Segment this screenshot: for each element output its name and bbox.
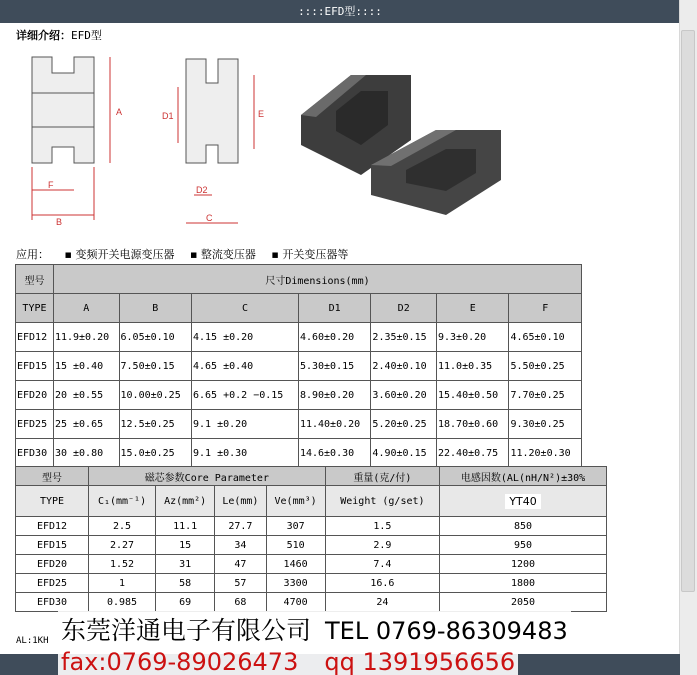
col-header: F [509, 294, 582, 323]
telephone: TEL 0769-86309483 [325, 617, 568, 645]
fax-number: fax:0769-89026473 [61, 648, 299, 675]
value-cell: 11.1 [156, 517, 215, 536]
value-cell: 58 [156, 574, 215, 593]
value-cell: 1.5 [325, 517, 439, 536]
col-header: Az(mm²) [156, 486, 215, 517]
value-cell: 1.52 [89, 555, 156, 574]
weight-subheader: Weight (g/set) [325, 486, 439, 517]
value-cell: 9.3±0.20 [436, 323, 508, 352]
value-cell: 30 ±0.80 [53, 439, 119, 468]
value-cell: 1800 [440, 574, 607, 593]
col-header: C [191, 294, 298, 323]
value-cell: 11.9±0.20 [53, 323, 119, 352]
value-cell: 34 [215, 536, 266, 555]
dimensions-table [15, 264, 582, 468]
type-header: TYPE [16, 294, 54, 323]
table-row [16, 517, 607, 536]
value-cell: 8.90±0.20 [298, 381, 370, 410]
value-cell: 11.40±0.20 [298, 410, 370, 439]
table-row [16, 593, 607, 612]
company-watermark [58, 611, 571, 647]
value-cell: 3300 [266, 574, 325, 593]
model-cell: EFD12 [16, 323, 54, 352]
application-item: ▪ 开关变压器等 [271, 248, 349, 261]
value-cell: 69 [156, 593, 215, 612]
model-cell: EFD20 [16, 381, 54, 410]
col-header: D2 [371, 294, 437, 323]
company-name: 东莞洋通电子有限公司 [61, 616, 312, 645]
front-view-drawing [32, 57, 110, 220]
weight-title: 重量(克/付) [325, 467, 439, 486]
model-cell: EFD25 [16, 574, 89, 593]
applications-label: 应用： [16, 248, 49, 261]
value-cell: 22.40±0.75 [436, 439, 508, 468]
value-cell: 4700 [266, 593, 325, 612]
dimensions-body [16, 323, 582, 468]
col-header: C₁(mm⁻¹) [89, 486, 156, 517]
dim-label-c: C [206, 213, 213, 223]
col-header: Le(mm) [215, 486, 266, 517]
value-cell: 4.65 ±0.40 [191, 352, 298, 381]
material-badge: YT40 [505, 494, 540, 509]
col-header: Ve(mm³) [266, 486, 325, 517]
value-cell: 9.30±0.25 [509, 410, 582, 439]
page-header [0, 0, 680, 23]
value-cell: 307 [266, 517, 325, 536]
value-cell: 20 ±0.55 [53, 381, 119, 410]
value-cell: 2.27 [89, 536, 156, 555]
value-cell: 15.40±0.50 [436, 381, 508, 410]
application-item: ▪ 变频开关电源变压器 [64, 248, 175, 261]
application-item: ▪ 整流变压器 [189, 248, 256, 261]
table-row [16, 410, 582, 439]
value-cell: 4.65±0.10 [509, 323, 582, 352]
model-cell: EFD12 [16, 517, 89, 536]
qq-number: qq 1391956656 [324, 648, 516, 675]
dim-label-f: F [48, 180, 54, 190]
value-cell: 16.6 [325, 574, 439, 593]
model-cell: EFD25 [16, 410, 54, 439]
value-cell: 7.50±0.15 [119, 352, 191, 381]
table-row [16, 439, 582, 468]
core-parameter-body [16, 517, 607, 612]
dim-label-d1: D1 [162, 111, 174, 121]
applications-line [16, 246, 360, 262]
value-cell: 4.90±0.15 [371, 439, 437, 468]
model-cell: EFD15 [16, 536, 89, 555]
value-cell: 0.985 [89, 593, 156, 612]
model-cell: EFD15 [16, 352, 54, 381]
value-cell: 11.20±0.30 [509, 439, 582, 468]
value-cell: 2.9 [325, 536, 439, 555]
table-row [16, 555, 607, 574]
value-cell: 2.35±0.15 [371, 323, 437, 352]
table-row [16, 352, 582, 381]
value-cell: 7.70±0.25 [509, 381, 582, 410]
value-cell: 9.1 ±0.20 [191, 410, 298, 439]
fax-watermark [58, 648, 518, 675]
value-cell: 850 [440, 517, 607, 536]
value-cell: 15.0±0.25 [119, 439, 191, 468]
value-cell: 31 [156, 555, 215, 574]
footer-note: AL:1KH [16, 636, 49, 646]
value-cell: 2.40±0.10 [371, 352, 437, 381]
model-cell: EFD30 [16, 593, 89, 612]
table-row [16, 536, 607, 555]
value-cell: 4.15 ±0.20 [191, 323, 298, 352]
detail-title: 详细介绍：EFD型 [16, 29, 102, 42]
value-cell: 18.70±0.60 [436, 410, 508, 439]
dim-label-b: B [56, 217, 63, 227]
col-header: B [119, 294, 191, 323]
value-cell: 1460 [266, 555, 325, 574]
value-cell: 950 [440, 536, 607, 555]
value-cell: 3.60±0.20 [371, 381, 437, 410]
dim-label-a: A [116, 107, 123, 117]
value-cell: 7.4 [325, 555, 439, 574]
value-cell: 5.30±0.15 [298, 352, 370, 381]
value-cell: 1 [89, 574, 156, 593]
value-cell: 5.50±0.25 [509, 352, 582, 381]
value-cell: 68 [215, 593, 266, 612]
value-cell: 2050 [440, 593, 607, 612]
side-view-drawing [178, 59, 254, 223]
model-header: 型号 [16, 467, 89, 486]
col-header: D1 [298, 294, 370, 323]
value-cell: 6.65 +0.2 −0.15 [191, 381, 298, 410]
value-cell: 24 [325, 593, 439, 612]
value-cell: 10.00±0.25 [119, 381, 191, 410]
value-cell: 15 ±0.40 [53, 352, 119, 381]
inductance-title: 电感因数(AL(nH/N²)±30% [440, 467, 607, 486]
header-title: ::::EFD型:::: [298, 5, 382, 18]
value-cell: 25 ±0.65 [53, 410, 119, 439]
value-cell: 14.6±0.30 [298, 439, 370, 468]
value-cell: 5.20±0.25 [371, 410, 437, 439]
dimensions-title: 尺寸Dimensions(mm) [53, 265, 581, 294]
table-row [16, 574, 607, 593]
core-photo [301, 75, 501, 215]
value-cell: 510 [266, 536, 325, 555]
col-header: E [436, 294, 508, 323]
core-parameter-title: 磁芯参数Core Parameter [89, 467, 326, 486]
value-cell: 15 [156, 536, 215, 555]
value-cell: 9.1 ±0.30 [191, 439, 298, 468]
model-header: 型号 [16, 265, 54, 294]
core-dimension-figure [16, 45, 516, 237]
col-header: A [53, 294, 119, 323]
table-row [16, 323, 582, 352]
model-cell: EFD20 [16, 555, 89, 574]
value-cell: 47 [215, 555, 266, 574]
scrollbar[interactable] [679, 0, 697, 675]
value-cell: 12.5±0.25 [119, 410, 191, 439]
material-cell [440, 486, 607, 517]
value-cell: 11.0±0.35 [436, 352, 508, 381]
value-cell: 1200 [440, 555, 607, 574]
value-cell: 4.60±0.20 [298, 323, 370, 352]
type-header: TYPE [16, 486, 89, 517]
value-cell: 6.05±0.10 [119, 323, 191, 352]
value-cell: 2.5 [89, 517, 156, 536]
core-parameter-table [15, 466, 607, 612]
dim-label-d2: D2 [196, 185, 208, 195]
table-row [16, 381, 582, 410]
value-cell: 57 [215, 574, 266, 593]
dim-label-e: E [258, 109, 265, 119]
scroll-thumb[interactable] [681, 30, 695, 592]
model-cell: EFD30 [16, 439, 54, 468]
value-cell: 27.7 [215, 517, 266, 536]
